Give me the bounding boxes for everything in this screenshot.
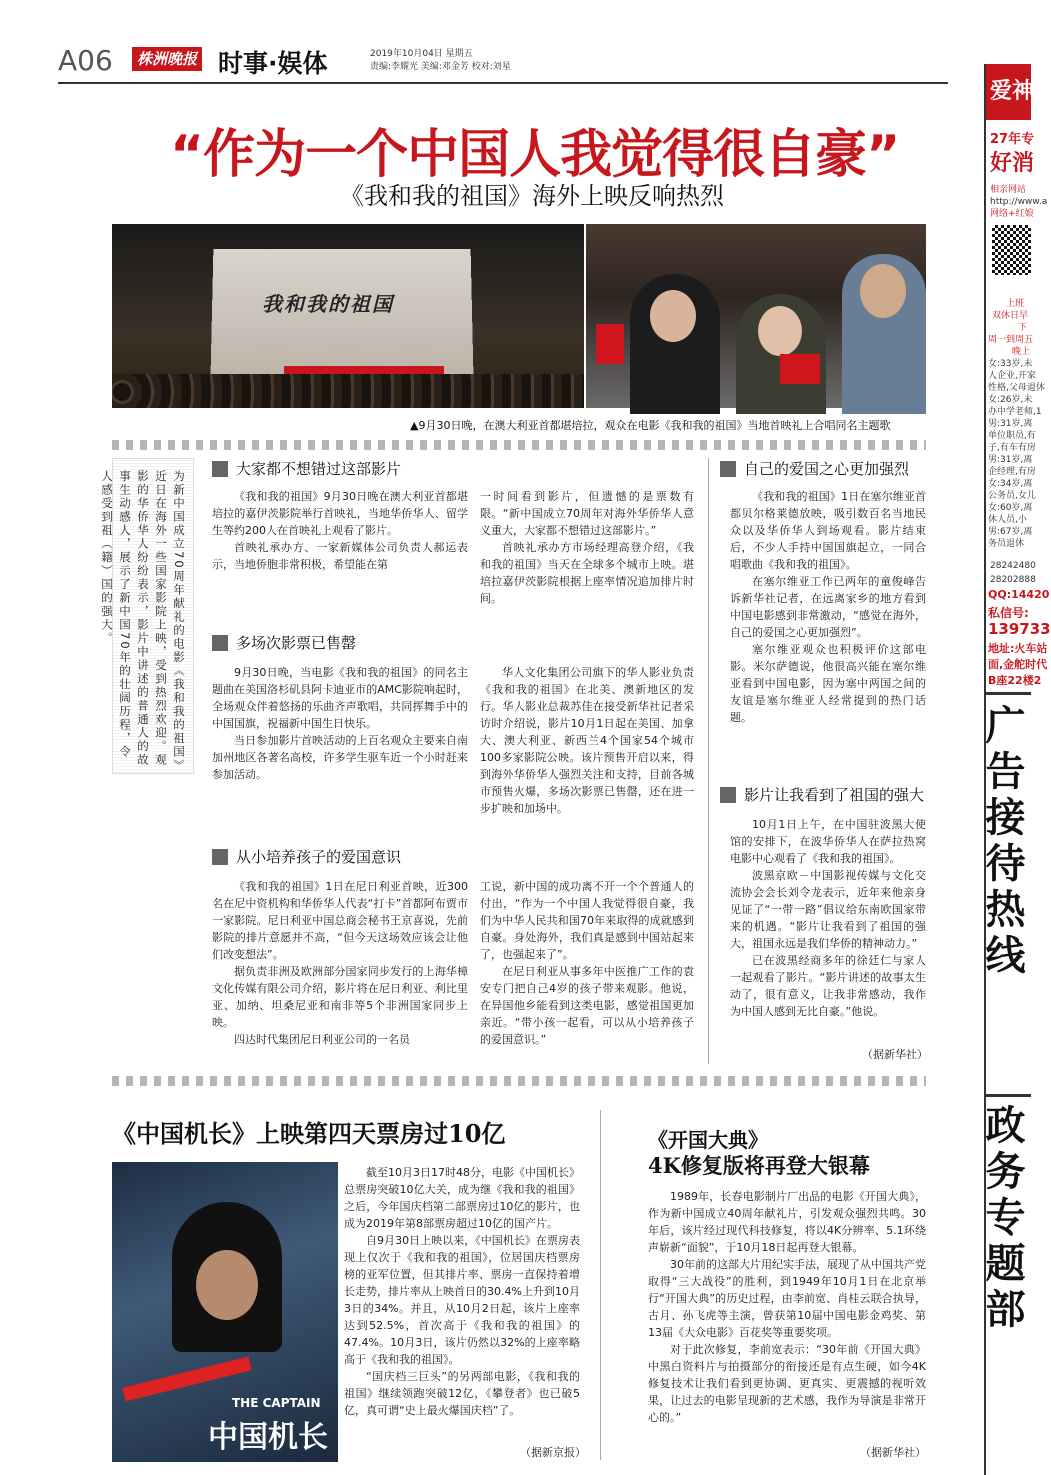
- sidebar-line1: 27年专: [990, 132, 1035, 147]
- column-rule: [708, 458, 709, 1064]
- story2-body: [344, 1164, 580, 1419]
- person-2-face: [758, 306, 802, 356]
- paragraph: 首映礼承办方、一家新媒体公司负责人郝运表示，当地侨胞非常积极，希望能在第: [212, 541, 468, 571]
- sidebar-net: 网络+红娘: [990, 209, 1034, 219]
- audience-silhouettes: [112, 374, 584, 408]
- story3-source: （据新华社）: [860, 1446, 926, 1459]
- subhead-marker: [212, 461, 228, 477]
- issue-date: 2019年10月04日 星期五: [370, 49, 473, 59]
- sidebar-tel2: 28202888: [990, 575, 1036, 585]
- paragraph: 截至10月3日17时48分，电影《中国机长》总票房突破10亿大关，成为继《我和我的祖国》之后，今年国庆档第二部票房过10亿的影片，也成为2019年第8部票房超过10亿的国产片。: [344, 1166, 580, 1230]
- theater-photo: [112, 224, 584, 408]
- entry: 男:31岁,离: [988, 455, 1033, 465]
- subhead-3: [212, 846, 401, 867]
- s3-col2: [480, 878, 694, 1048]
- page-number: A06: [58, 44, 113, 77]
- subhead-2: [212, 632, 356, 653]
- s2-col2: [480, 664, 694, 817]
- subhead-marker: [720, 787, 736, 803]
- entry: 性格,父母退休: [988, 383, 1045, 393]
- poster-en-title: THE CAPTAIN: [232, 1396, 321, 1410]
- paragraph: 塞尔维亚观众也积极评价这部电影。米尔萨德说，他很高兴能在塞尔维亚看到中国电影，因为塞中两国之间的友谊是塞尔维亚人经常提到的热门话题。: [730, 643, 926, 724]
- sidebar-hours4: 晚上: [1012, 347, 1031, 357]
- sidebar-site: 相亲网站: [990, 185, 1027, 195]
- paragraph: 9月30日晚，当电影《我和我的祖国》的同名主题曲在美国洛杉矶县阿卡迪亚市的AMC影院响起时，全场观众伴着悠扬的乐曲齐声歌唱，共同挥舞手中的中国国旗，祝福新中国生日快乐。: [212, 666, 468, 730]
- subhead-4: [720, 458, 909, 479]
- paragraph: 1989年，长春电影制片厂出品的电影《开国大典》，作为新中国成立40周年献礼片，引发观众强烈共鸣。30年后，该片经过现代科技修复，将以4K分辨率、5.1环绕声崭新“面貌”，于10月18日起再登大银幕。: [648, 1190, 926, 1254]
- paragraph: 30年前的这部大片用纪实手法，展现了从中国共产党取得“三大战役”的胜利，到1949年10月1日在北京举行“开国大典”的历史过程，由李前宽、肖桂云联合执导，古月、孙飞虎等主演，曾获第10届中国电影金鸡奖、第13届《大众电影》百花奖等重要奖项。: [648, 1258, 926, 1339]
- sidebar-qq: QQ:14420: [988, 588, 1050, 601]
- sidebar-private: 私信号:: [988, 606, 1029, 620]
- sidebar-rule: [984, 692, 1031, 695]
- sidebar-hours1: 双休日早: [992, 311, 1029, 321]
- entry: 务员退休: [988, 539, 1025, 549]
- paragraph: 《我和我的祖国》9月30日晚在澳大利亚首都堪培拉的嘉伊茨影院举行首映礼，当地华侨华人、留学生等约200人在首映礼上观看了影片。: [212, 490, 468, 537]
- person-1-face: [650, 290, 696, 342]
- paragraph: 已在波黑经商多年的徐廷仁与家人一起观看了影片。“影片讲述的故事太生动了，很有意义，让我非常感动，我作为中国人感到无比自豪。”他说。: [730, 954, 926, 1018]
- screen-title: 我和我的祖国: [262, 292, 394, 316]
- entry: 休人员,小: [988, 515, 1027, 525]
- newspaper-logo: 株洲晚报: [132, 47, 202, 71]
- intro-text: 为新中国成立70周年献礼的电影《我和我的祖国》近日在海外一些国家影院上映，受到热烈欢迎。观影的华侨华人纷纷表示，影片中讲述的普通人的故事生动感人，展示了新中国70年的壮阔历程，令人感受到祖（籍）国的强大。: [100, 470, 186, 767]
- lead-subheadline: 《我和我的祖国》海外上映反响热烈: [340, 182, 724, 210]
- subhead-1: [212, 458, 401, 479]
- entry: 人企业,开家: [988, 371, 1036, 381]
- subhead-marker: [720, 461, 736, 477]
- story2-headline: 《中国机长》上映第四天票房过10亿: [112, 1119, 506, 1148]
- entry: 男:67岁,离: [988, 527, 1033, 537]
- story3-headline-2: 4K修复版将再登大银幕: [648, 1153, 870, 1178]
- s1-col1: [212, 488, 468, 573]
- airplane-shape: [122, 1356, 252, 1401]
- sidebar-addr3: B座22楼2: [988, 674, 1042, 687]
- entry: 女:33岁,未: [988, 359, 1033, 369]
- flag-center: [780, 354, 820, 384]
- entry: 办中学老师,1: [988, 407, 1042, 417]
- story3-body: [648, 1188, 926, 1426]
- entry: 女:60岁,离: [988, 503, 1033, 513]
- sidebar-tel1: 28242480: [990, 561, 1036, 571]
- paragraph: 四达时代集团尼日利亚公司的一名员: [234, 1033, 410, 1046]
- divider-dots-bottom: [112, 1076, 926, 1086]
- paragraph: 据负责非洲及欧洲部分国家同步发行的上海华樟文化传媒有限公司介绍，影片将在尼日利亚、利比里亚、加纳、坦桑尼亚和南非等5个非洲国家同步上映。: [212, 965, 468, 1029]
- qr-code-icon: [992, 225, 1031, 275]
- subhead-3-text: 从小培养孩子的爱国意识: [236, 848, 402, 866]
- ad-hotline-label: 广告接待热线: [979, 704, 1026, 980]
- paragraph: 《我和我的祖国》1日在塞尔维亚首都贝尔格莱德放映，吸引数百名当地民众以及华侨华人到场观看。影片结束后，不少人手持中国国旗起立，一同合唱歌曲《我和我的祖国》。: [730, 490, 926, 571]
- sidebar-mobile: 139733: [988, 620, 1051, 638]
- person-3-face: [860, 264, 906, 318]
- paragraph: 华人文化集团公司旗下的华人影业负责《我和我的祖国》在北美、澳新地区的发行。华人影业总裁苏佳在接受新华社记者采访时介绍说，影片10月1日起在美国、加拿大、澳大利亚、新西兰4个国家54个城市100多家影院公映。该片预售开启以来，得到海外华侨华人强烈关注和支持，目前各城市预售火爆，多场次影票已售罄，还在进一步扩映和加场中。: [480, 666, 694, 815]
- subhead-4-text: 自己的爱国之心更加强烈: [744, 460, 910, 478]
- s5-source: （据新华社）: [862, 1048, 928, 1061]
- s4-body: [730, 488, 926, 726]
- subhead-5: [720, 784, 924, 805]
- paragraph: 波黑京欧－中国影视传媒与文化交流协会会长刘令龙表示，近年来他亲身见证了“一带一路”倡议给东南欧国家带来的机遇。“影片让我看到了祖国的强大，祖国永远是我们华侨的精神动力。”: [730, 869, 926, 950]
- sidebar-hours3: 周一到周五: [988, 335, 1034, 345]
- paragraph: 在塞尔维亚工作已两年的童俊峰告诉新华社记者，在远离家乡的地方看到中国电影感到非常激动，“感觉在海外，自己的爱国之心更加强烈”。: [730, 575, 926, 639]
- s3-col1: [212, 878, 468, 1048]
- sidebar-addr1: 地址:火车站: [988, 642, 1048, 655]
- subhead-1-text: 大家都不想错过这部影片: [236, 460, 402, 478]
- paragraph: 《我和我的祖国》1日在尼日利亚首映，近300名在尼中资机构和华侨华人代表“打卡”首都阿布贾市一家影院。尼日利亚中国总商会秘书王京喜说，先前影院的排片意愿并不高，“但今天这场效应该会让他们改变想法”。: [212, 880, 468, 961]
- subhead-marker: [212, 849, 228, 865]
- entry: 女:26岁,未: [988, 395, 1033, 405]
- paragraph: 一时间看到影片，但遗憾的是票数有限。“新中国成立70周年对海外华侨华人意义重大，大家都不想错过这部影片。”: [480, 490, 694, 537]
- story2-source: （据新京报）: [520, 1446, 586, 1459]
- section-title: 时事·娱体: [218, 49, 328, 78]
- paragraph: 自9月30日上映以来，《中国机长》在票房表现上仅次于《我和我的祖国》，位居国庆档票房榜的亚军位置，但其排片率、票房一直保持着增长走势，排片率从上映首日的30.4%上升到10月3日的34%。并且，从10月2日起，该片上座率达到52.5%，首次高于《我和我的祖国》的47.4%。10月3日，该片仍然以32%的上座率略高于《我和我的祖国》。: [344, 1234, 580, 1366]
- photo-caption: ▲9月30日晚，在澳大利亚首都堪培拉，观众在电影《我和我的祖国》当地首映礼上合唱同名主题歌: [410, 419, 891, 432]
- entry: 单位职员,有: [988, 431, 1036, 441]
- entry: 子,有车有房: [988, 443, 1036, 453]
- subhead-5-text: 影片让我看到了祖国的强大: [744, 786, 925, 804]
- s1-col2: [480, 488, 694, 607]
- pilot-face: [196, 1250, 258, 1320]
- entry: 公务员,女儿: [988, 491, 1036, 501]
- government-dept-label: 政务专题部: [979, 1104, 1026, 1334]
- sidebar-entries: [988, 358, 1045, 550]
- paragraph: 工说，新中国的成功离不开一个个普通人的付出，“作为一个中国人我觉得很自豪，我们为中华人民共和国70年来取得的成就感到自豪。身处海外，我们真是感到中国站起来了，也强起来了”。: [480, 880, 694, 961]
- sidebar-addr2: 面,金舵时代: [988, 658, 1048, 671]
- paragraph: 首映礼承办方市场经理高登介绍，《我和我的祖国》当天在全球多个城市上映。堪培拉嘉伊茨影院根据上座率情况追加排片时间。: [480, 541, 694, 605]
- s2-col1: [212, 664, 468, 783]
- sidebar-banner: 爱神: [986, 64, 1031, 120]
- sidebar-rule-2: [984, 1094, 1031, 1097]
- sidebar-hours2: 下: [1018, 323, 1028, 333]
- entry: 女:34岁,离: [988, 479, 1033, 489]
- movie-poster: [112, 1162, 338, 1462]
- audience-photo: [586, 224, 926, 408]
- paragraph: 当日参加影片首映活动的上百名观众主要来自南加州地区各著名高校，许多学生驱车近一个小时赶来参加活动。: [212, 734, 468, 781]
- divider-dots-top: [112, 440, 926, 450]
- entry: 男:31岁,离: [988, 419, 1033, 429]
- column-rule-2: [600, 1110, 601, 1460]
- sidebar-url: http://www.a: [990, 197, 1048, 207]
- lead-headline: “作为一个中国人我觉得很自豪”: [170, 125, 900, 185]
- subhead-marker: [212, 635, 228, 651]
- flag-left: [596, 324, 624, 364]
- paragraph: 在尼日利亚从事多年中医推广工作的袁安专门把自己4岁的孩子带来观影。他说，在异国他乡能看到这类电影，感觉祖国更加亲近。“带小孩一起看，可以从小培养孩子的爱国意识。”: [480, 965, 694, 1046]
- story3-headline-1: 《开国大典》: [648, 1128, 768, 1152]
- sidebar-work: 上班: [1006, 299, 1025, 309]
- editor-credits: 责编:李耀光 美编:邓金芳 校对:刘星: [370, 62, 511, 72]
- sidebar-line2: 好消: [990, 151, 1035, 176]
- header-meta: [370, 48, 511, 74]
- entry: 企经理,有房: [988, 467, 1036, 477]
- subhead-2-text: 多场次影票已售罄: [236, 634, 357, 652]
- s5-body: [730, 816, 926, 1020]
- header-rule: [58, 82, 948, 84]
- paragraph: 对于此次修复，李前宽表示：“30年前《开国大典》中黑白资料片与拍摄部分的衔接还是有点生硬，如今4K修复技术让我们看到更协调、更真实、更震撼的视听效果，让过去的电影呈现新的艺术感，我作为导演是非常开心的。”: [648, 1343, 926, 1424]
- paragraph: “国庆档三巨头”的另两部电影，《我和我的祖国》继续领跑突破12亿，《攀登者》也已破5亿，真可谓“史上最火爆国庆档”了。: [344, 1370, 580, 1417]
- poster-title: 中国机长: [208, 1420, 328, 1455]
- paragraph: 10月1日上午，在中国驻波黑大使馆的安排下，在波华侨华人在萨拉热窝电影中心观看了《我和我的祖国》。: [730, 818, 926, 865]
